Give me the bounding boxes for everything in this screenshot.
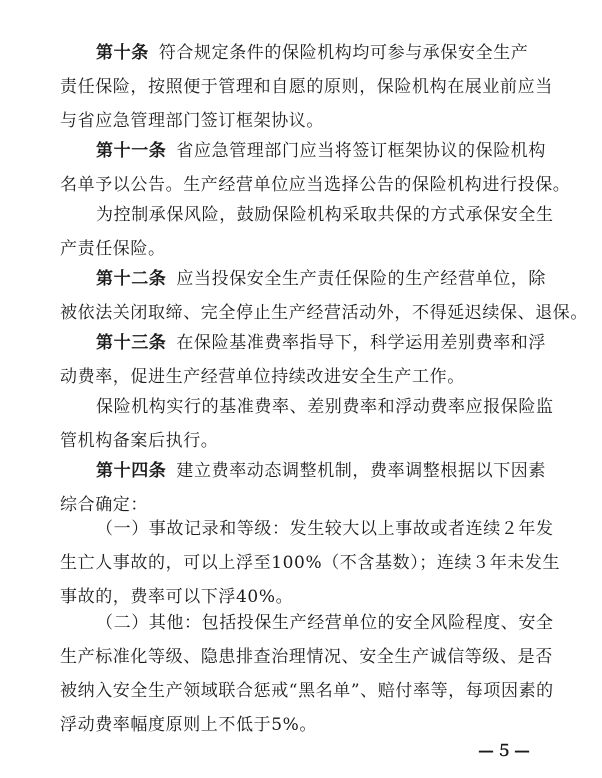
paragraph-article-11	[60, 134, 571, 202]
text-line: 生产标准化等级、隐患排查治理情况、安全生产诚信等级、是否	[60, 647, 553, 667]
paragraph-article-13	[60, 326, 560, 394]
paragraph-coinsurance	[60, 198, 560, 266]
text-line: 省应急管理部门应当将签订框架协议的保险机构	[176, 141, 547, 161]
text-line: 建立费率动态调整机制，费率调整根据以下因素	[176, 461, 547, 481]
paragraph-item-2	[60, 606, 560, 742]
article-label: 第十二条	[96, 269, 167, 289]
text-line: 浮动费率幅度原则上不低于5%。	[60, 715, 317, 735]
paragraph-item-1	[60, 512, 560, 614]
paragraph-article-10	[60, 36, 560, 138]
article-label: 第十三条	[96, 333, 167, 353]
text-line: 与省应急管理部门签订框架协议。	[60, 111, 324, 131]
text-line: （二）其他：包括投保生产经营单位的安全风险程度、安全	[96, 613, 554, 633]
text-line: 生亡人事故的，可以上浮至100%（不含基数）；连续３年未发生	[60, 553, 561, 573]
article-label: 第十四条	[96, 461, 167, 481]
text-line: 管机构备案后执行。	[60, 431, 219, 451]
text-line: （一）事故记录和等级：发生较大以上事故或者连续２年发	[96, 519, 554, 539]
paragraph-article-12	[60, 262, 588, 330]
article-label: 第十条	[96, 43, 149, 63]
text-line: 被依法关闭取缔、完全停止生产经营活动外，不得延迟续保、退保。	[60, 303, 588, 323]
text-line: 事故的，费率可以下浮40%。	[60, 587, 294, 607]
text-line: 被纳入安全生产领域联合惩戒“黑名单”、赔付率等，每项因素的	[60, 681, 554, 701]
paragraph-rate-filing	[60, 390, 560, 458]
text-line: 动费率，促进生产经营单位持续改进安全生产工作。	[60, 367, 465, 387]
text-line: 名单予以公告。生产经营单位应当选择公告的保险机构进行投保。	[60, 175, 571, 195]
page-number: —５—	[477, 741, 532, 760]
article-label: 第十一条	[96, 141, 167, 161]
text-line: 应当投保安全生产责任保险的生产经营单位，除	[176, 269, 547, 289]
text-line: 保险机构实行的基准费率、差别费率和浮动费率应报保险监	[96, 397, 554, 417]
text-line: 为控制承保风险，鼓励保险机构采取共保的方式承保安全生	[96, 205, 554, 225]
text-line: 综合确定：	[60, 495, 148, 515]
text-line: 符合规定条件的保险机构均可参与承保安全生产	[158, 43, 529, 63]
text-line: 产责任保险。	[60, 239, 166, 259]
text-line: 在保险基准费率指导下，科学运用差别费率和浮	[176, 333, 547, 353]
text-line: 责任保险，按照便于管理和自愿的原则，保险机构在展业前应当	[60, 77, 553, 97]
